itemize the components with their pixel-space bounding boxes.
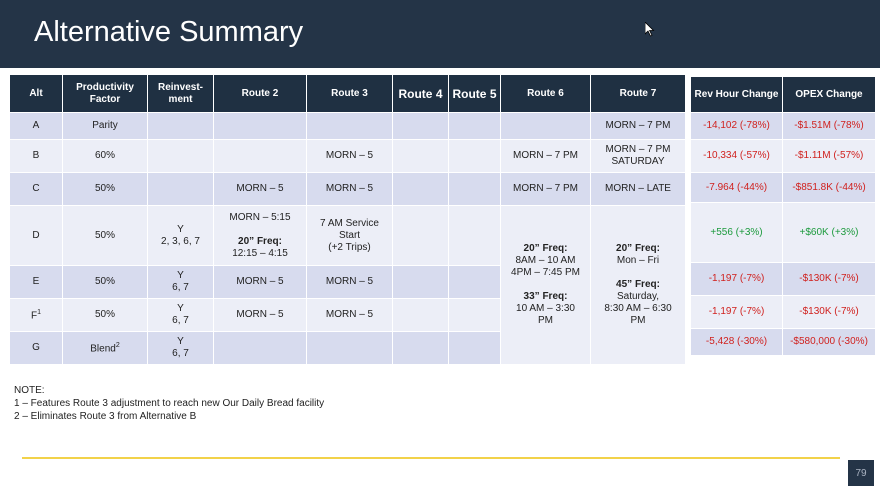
route2-cell: MORN – 5 <box>214 266 307 299</box>
side-row <box>691 263 876 296</box>
productivity-cell: 60% <box>63 140 148 173</box>
reinvest-flag: Y <box>177 223 184 235</box>
col-header-rev-hour: Rev Hour Change <box>691 77 783 113</box>
route3-line: 7 AM Service <box>320 217 379 229</box>
route3-cell: MORN – 5 <box>307 140 393 173</box>
route2-freq-label: 20” Freq: <box>238 235 282 247</box>
alt-cell: A <box>10 113 63 140</box>
opex-cell: +$60K (+3%) <box>783 203 876 263</box>
route7-line: Saturday, <box>616 291 660 302</box>
col-header-route-3: Route 3 <box>307 75 393 113</box>
route4-cell <box>393 299 449 332</box>
route5-cell <box>449 266 501 299</box>
reinvest-flag: Y <box>177 303 184 314</box>
rev-hour-cell: -1,197 (-7%) <box>691 263 783 296</box>
rev-hour-cell: -10,334 (-57%) <box>691 140 783 173</box>
route7-merged-cell <box>591 206 686 365</box>
side-row <box>691 140 876 173</box>
table-row <box>10 206 686 266</box>
alt-cell <box>10 299 63 332</box>
route4-cell <box>393 266 449 299</box>
reinvest-cell <box>148 113 214 140</box>
alternatives-table <box>9 74 686 365</box>
reinvest-cell <box>148 140 214 173</box>
route6-line: PM <box>538 315 553 326</box>
table-header-row <box>10 75 686 113</box>
col-header-route-4: Route 4 <box>393 75 449 113</box>
route4-cell <box>393 332 449 365</box>
footnote-marker: 1 <box>37 309 41 317</box>
reinvest-flag: Y <box>177 336 184 347</box>
route5-cell <box>449 206 501 266</box>
table-row <box>10 113 686 140</box>
side-row <box>691 173 876 203</box>
opex-cell: -$130K (-7%) <box>783 263 876 296</box>
alt-cell: D <box>10 206 63 266</box>
opex-cell: -$851.8K (-44%) <box>783 173 876 203</box>
route7-freq-label: 20” Freq: <box>616 243 660 254</box>
route7-cell: MORN – 7 PM <box>591 113 686 140</box>
route2-cell: MORN – 5 <box>214 173 307 206</box>
table-row <box>10 173 686 206</box>
reinvest-routes: 6, 7 <box>172 282 189 293</box>
opex-cell: -$1.11M (-57%) <box>783 140 876 173</box>
col-header-alt: Alt <box>10 75 63 113</box>
route2-cell <box>214 206 307 266</box>
route4-cell <box>393 140 449 173</box>
route2-line: 12:15 – 4:15 <box>232 247 288 259</box>
route2-cell <box>214 332 307 365</box>
reinvest-routes: 2, 3, 6, 7 <box>161 235 200 247</box>
route2-line: MORN – 5:15 <box>229 211 291 223</box>
col-header-productivity: Productivity Factor <box>63 75 148 113</box>
col-header-route-5: Route 5 <box>449 75 501 113</box>
route6-freq-label: 20” Freq: <box>523 243 568 254</box>
cost-change-table <box>690 76 876 356</box>
route5-cell <box>449 113 501 140</box>
rev-hour-cell: +556 (+3%) <box>691 203 783 263</box>
col-header-opex: OPEX Change <box>783 77 876 113</box>
route7-cell: MORN – LATE <box>591 173 686 206</box>
opex-cell: -$1.51M (-78%) <box>783 113 876 140</box>
route6-freq-label: 33” Freq: <box>523 291 568 302</box>
route7-line: PM <box>630 315 646 326</box>
alt-label: F <box>30 310 38 322</box>
route5-cell <box>449 332 501 365</box>
reinvest-cell <box>148 206 214 266</box>
reinvest-cell <box>148 173 214 206</box>
col-header-route-2: Route 2 <box>214 75 307 113</box>
col-header-route-6: Route 6 <box>501 75 591 113</box>
slide-header <box>0 0 880 68</box>
route7-line: SATURDAY <box>611 156 665 167</box>
route7-freq-label: 45” Freq: <box>616 279 660 290</box>
productivity-cell: 50% <box>63 206 148 266</box>
route4-cell <box>393 113 449 140</box>
route6-line: 10 AM – 3:30 <box>516 303 575 314</box>
route2-cell <box>214 113 307 140</box>
route7-line: 8:30 AM – 6:30 <box>604 303 672 314</box>
route6-cell <box>501 113 591 140</box>
route6-line: 4PM – 7:45 PM <box>511 267 580 278</box>
side-row <box>691 296 876 329</box>
rev-hour-cell: -5,428 (-30%) <box>691 329 783 356</box>
col-header-reinvestment: Reinvest-ment <box>148 75 214 113</box>
alt-cell: C <box>10 173 63 206</box>
opex-cell: -$130K (-7%) <box>783 296 876 329</box>
alt-cell: G <box>10 332 63 365</box>
route3-cell: MORN – 5 <box>307 173 393 206</box>
productivity-cell: 50% <box>63 299 148 332</box>
route6-cell: MORN – 7 PM <box>501 173 591 206</box>
footer-divider <box>22 457 840 459</box>
mouse-cursor-icon <box>645 22 655 37</box>
side-row <box>691 113 876 140</box>
route2-cell <box>214 140 307 173</box>
page-number: 79 <box>848 460 874 486</box>
productivity-cell: 50% <box>63 173 148 206</box>
route5-cell <box>449 299 501 332</box>
rev-hour-cell: -7.964 (-44%) <box>691 173 783 203</box>
route6-line: 8AM – 10 AM <box>515 255 576 266</box>
productivity-cell: Parity <box>63 113 148 140</box>
reinvest-routes: 6, 7 <box>172 315 189 326</box>
route5-cell <box>449 140 501 173</box>
productivity-label: Blend <box>90 343 116 355</box>
alt-cell: E <box>10 266 63 299</box>
route3-cell <box>307 113 393 140</box>
route3-line: Start <box>338 229 361 241</box>
route6-merged-cell <box>501 206 591 365</box>
footnote-marker: 2 <box>115 342 120 350</box>
rev-hour-cell: -14,102 (-78%) <box>691 113 783 140</box>
reinvest-routes: 6, 7 <box>172 348 189 359</box>
reinvest-cell <box>148 266 214 299</box>
route7-line: MORN – 7 PM <box>605 144 671 155</box>
route4-cell <box>393 206 449 266</box>
route3-cell <box>307 206 393 266</box>
route3-cell: MORN – 5 <box>307 266 393 299</box>
route3-line: (+2 Trips) <box>328 241 371 253</box>
productivity-cell <box>63 332 148 365</box>
opex-cell: -$580,000 (-30%) <box>783 329 876 356</box>
side-row <box>691 329 876 356</box>
route4-cell <box>393 173 449 206</box>
reinvest-flag: Y <box>177 270 184 281</box>
reinvest-cell <box>148 299 214 332</box>
route7-cell <box>591 140 686 173</box>
side-row <box>691 203 876 263</box>
note-item: 1 – Features Route 3 adjustment to reach new Our Daily Bread facility <box>14 398 325 409</box>
table-row <box>10 140 686 173</box>
route5-cell <box>449 173 501 206</box>
route7-line: Mon – Fri <box>616 255 660 266</box>
route2-cell: MORN – 5 <box>214 299 307 332</box>
route3-cell: MORN – 5 <box>307 299 393 332</box>
slide-title: Alternative Summary <box>34 16 304 48</box>
footnotes <box>14 384 324 423</box>
route3-cell <box>307 332 393 365</box>
rev-hour-cell: -1,197 (-7%) <box>691 296 783 329</box>
note-item: 2 – Eliminates Route 3 from Alternative B <box>14 411 197 422</box>
alt-cell: B <box>10 140 63 173</box>
col-header-route-7: Route 7 <box>591 75 686 113</box>
side-header-row <box>691 77 876 113</box>
productivity-cell: 50% <box>63 266 148 299</box>
reinvest-cell <box>148 332 214 365</box>
route6-cell: MORN – 7 PM <box>501 140 591 173</box>
note-heading: NOTE: <box>14 385 45 396</box>
